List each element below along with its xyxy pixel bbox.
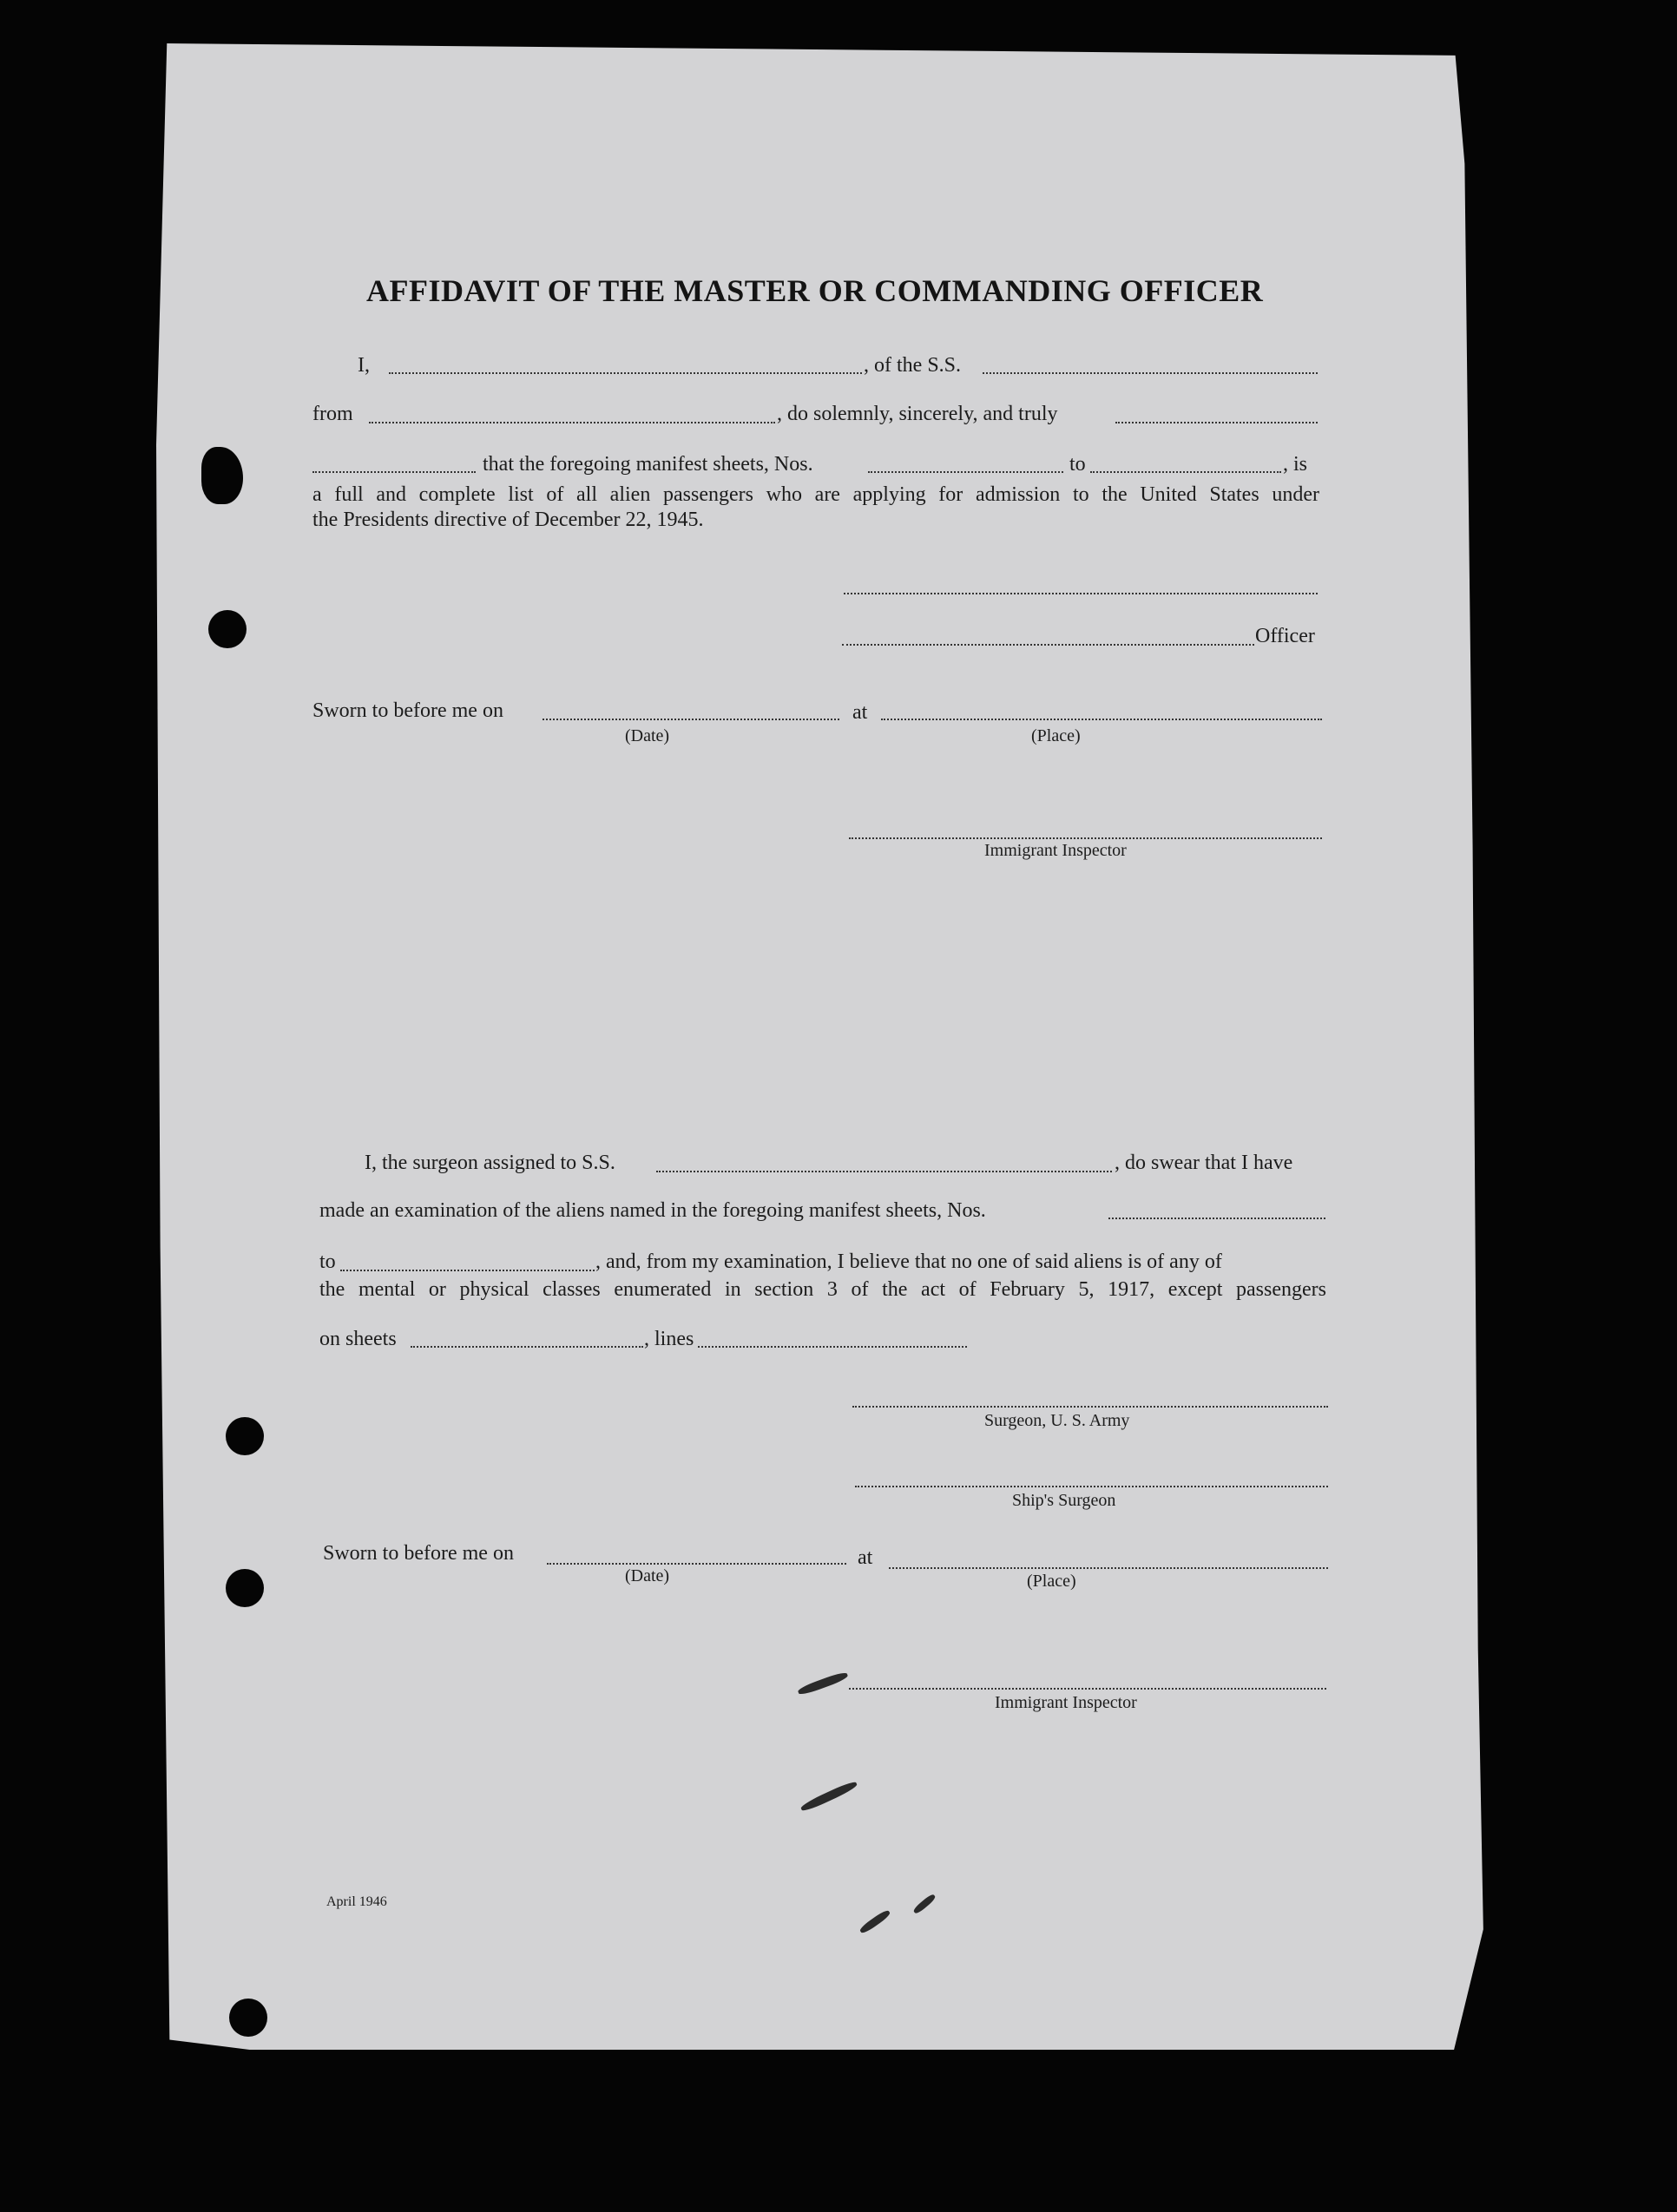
master-line3-to: to — [1069, 453, 1086, 476]
surgeon-line5-mid: , lines — [644, 1328, 694, 1350]
surgeon-sworn-prefix: Sworn to before me on — [323, 1542, 514, 1565]
master-line4: a full and complete list of all alien passengers who are applying for admission to the United States under — [312, 483, 1319, 506]
surgeon-line1-end: , do swear that I have — [1115, 1152, 1293, 1174]
master-inspector-line — [849, 837, 1322, 839]
form-page — [156, 43, 1489, 2050]
sheet-from-line — [868, 471, 1063, 473]
form-title: AFFIDAVIT OF THE MASTER OR COMMANDING OFFICER — [366, 273, 1264, 308]
surgeon-inspector-line — [849, 1688, 1326, 1690]
except-sheets-line — [411, 1346, 643, 1348]
surgeon-sheets-to-line — [340, 1270, 595, 1271]
surgeon-date-label: (Date) — [625, 1566, 670, 1585]
officer-label: Officer — [1255, 625, 1315, 647]
master-line2-mid: , do solemnly, sincerely, and truly — [777, 403, 1058, 425]
ship-name-line — [983, 372, 1318, 374]
master-date-label: (Date) — [625, 726, 670, 745]
master-line2-prefix: from — [312, 403, 353, 425]
officer-signature-line-1 — [844, 593, 1318, 594]
surgeon-line3-end: , and, from my examination, I believe that no one of said aliens is of any of — [595, 1250, 1222, 1273]
surgeon-sheets-from-line — [1108, 1218, 1325, 1219]
surgeon-line3-prefix: to — [319, 1250, 336, 1273]
oath-word-line — [312, 471, 476, 473]
master-name-line — [389, 372, 862, 374]
surgeon-sworn-date-line — [547, 1563, 846, 1565]
master-sworn-place-line — [881, 719, 1322, 720]
surgeon-sworn-at: at — [858, 1546, 873, 1569]
surgeon-line4: the mental or physical classes enumerated in section 3 of the act of February 5, 1917, except passengers — [319, 1278, 1326, 1301]
master-line5: the Presidents directive of December 22, 1945. — [312, 509, 704, 531]
punch-hole — [229, 1999, 267, 2037]
master-line1-prefix: I, — [358, 354, 370, 377]
surgeon-ship-line — [656, 1171, 1112, 1172]
army-surgeon-signature-line — [852, 1406, 1328, 1408]
master-sworn-date-line — [543, 719, 839, 720]
ship-surgeon-signature-line — [855, 1486, 1328, 1487]
master-sworn-at: at — [852, 701, 868, 724]
punch-hole — [208, 610, 247, 648]
master-sworn-prefix: Sworn to before me on — [312, 699, 503, 722]
master-place-label: (Place) — [1031, 726, 1081, 745]
master-line1-mid: , of the S.S. — [864, 354, 962, 377]
surgeon-place-label: (Place) — [1027, 1572, 1076, 1591]
punch-hole — [226, 1417, 264, 1455]
master-line3-mid: that the foregoing manifest sheets, Nos. — [483, 453, 813, 476]
officer-signature-line-2 — [842, 644, 1254, 646]
surgeon-line2: made an examination of the aliens named in the foregoing manifest sheets, Nos. — [319, 1199, 986, 1222]
form-revision-date: April 1946 — [326, 1894, 387, 1909]
master-line3-end: , is — [1283, 453, 1308, 476]
army-surgeon-label: Surgeon, U. S. Army — [984, 1411, 1130, 1430]
surgeon-line1-prefix: I, the surgeon assigned to S.S. — [365, 1152, 615, 1174]
surgeon-line5-prefix: on sheets — [319, 1328, 397, 1350]
except-lines-line — [698, 1346, 967, 1348]
surgeon-sworn-place-line — [889, 1567, 1328, 1569]
sheet-to-line — [1090, 471, 1281, 473]
ship-surgeon-label: Ship's Surgeon — [1012, 1491, 1116, 1510]
punch-hole — [226, 1569, 264, 1607]
master-inspector-label: Immigrant Inspector — [984, 841, 1127, 860]
port-line — [369, 422, 775, 423]
surgeon-inspector-label: Immigrant Inspector — [995, 1693, 1137, 1712]
oath-line — [1115, 422, 1318, 423]
